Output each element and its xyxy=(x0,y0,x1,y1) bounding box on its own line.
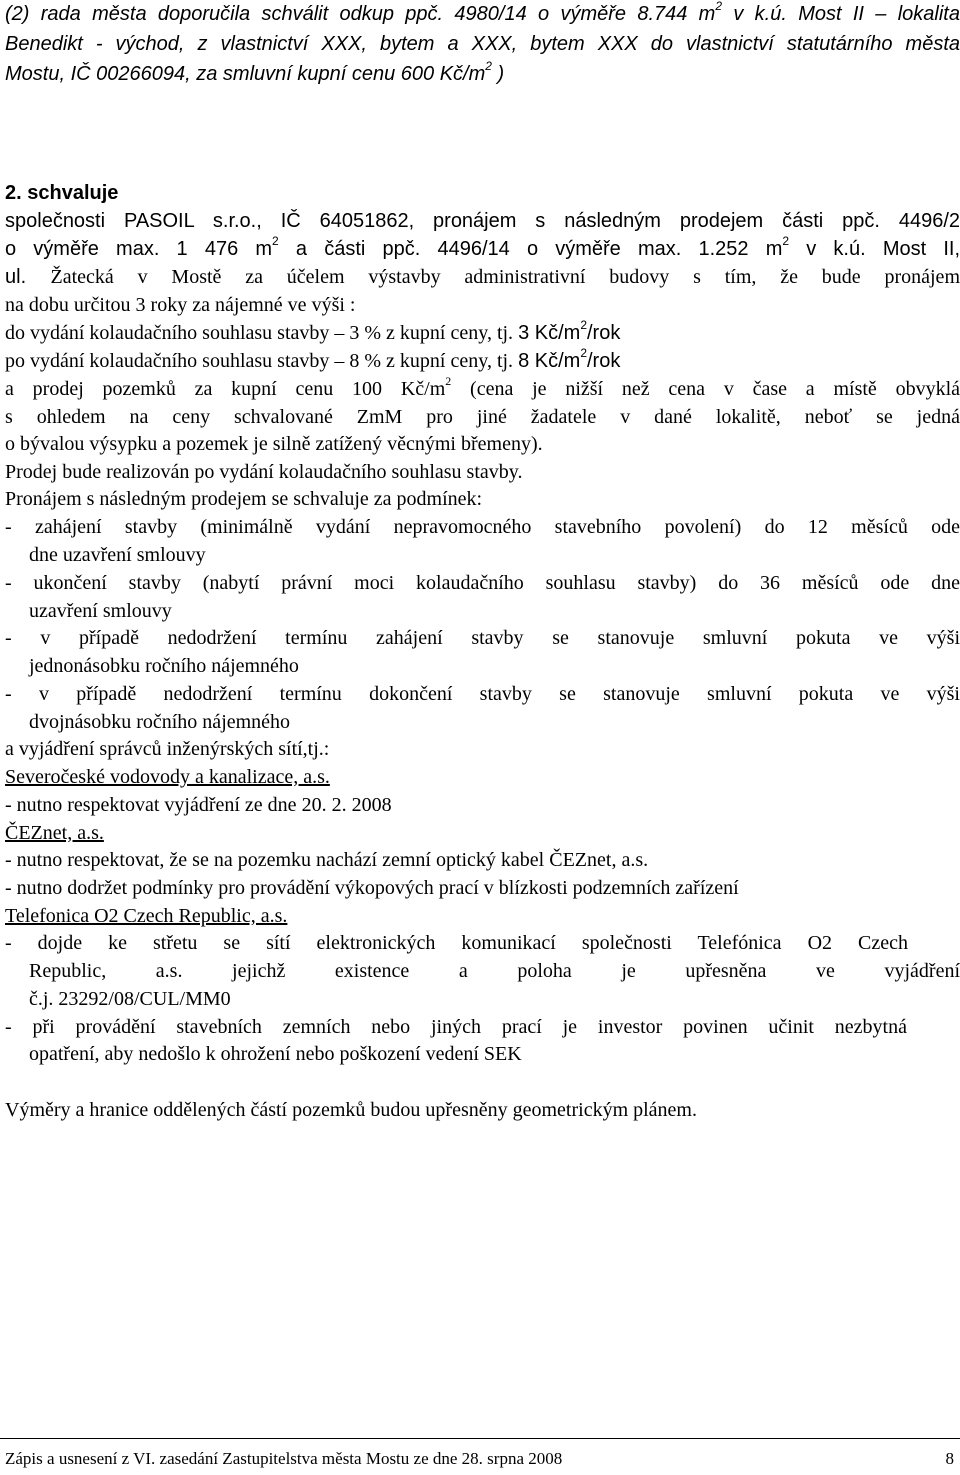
text-span: /rok xyxy=(587,350,621,372)
text-span: ul. xyxy=(5,266,51,288)
closing-paragraph: Výměry a hranice oddělených částí pozemků budou upřesněny geometrickým plánem. xyxy=(5,1099,697,1121)
provider-note: - dojde ke střetu se sítí elektronických komunikací společnosti Telefónica O2 Czech xyxy=(5,932,908,954)
paragraph-line xyxy=(5,374,960,401)
condition-item-cont: dvojnásobku ročního nájemného xyxy=(29,711,291,733)
intro-text: ) xyxy=(491,63,505,85)
section-heading: 2. schvaluje xyxy=(5,182,119,204)
intro-line-3 xyxy=(5,59,505,86)
intro-text: v k.ú. Most II – lokalita xyxy=(722,3,960,25)
paragraph-line: o bývalou výsypku a pozemek je silně zatížený věcnými břemeny). xyxy=(5,433,543,455)
intro-line-1 xyxy=(5,2,960,26)
condition-item-cont: jednonásobku ročního nájemného xyxy=(29,655,299,677)
text-span: o výměře max. 1 476 m xyxy=(5,238,273,260)
provider-note: - nutno dodržet podmínky pro provádění výkopových prací v blízkosti podzemních zařízení xyxy=(5,877,739,899)
text-span: po vydání kolaudačního souhlasu stavby – 8 % z kupní ceny, tj. xyxy=(5,350,519,372)
text-span: /rok xyxy=(587,322,621,344)
text-span: 3 Kč/m xyxy=(518,322,581,344)
text-span: a části ppč. 4496/14 o výměře max. 1.252 m xyxy=(278,238,783,260)
paragraph-line xyxy=(5,234,960,261)
provider-note: - nutno respektovat vyjádření ze dne 20. 2. 2008 xyxy=(5,794,392,816)
provider-note-cont: č.j. 23292/08/CUL/MM0 xyxy=(29,988,231,1010)
footer-text: Zápis a usnesení z VI. zasedání Zastupitelstva města Mostu ze dne 28. srpna 2008 xyxy=(5,1449,563,1468)
intro-text: Mostu, IČ 00266094, za smluvní kupní cenu 600 Kč/m xyxy=(5,63,486,85)
condition-item-cont: dne uzavření smlouvy xyxy=(29,544,206,566)
condition-item: - zahájení stavby (minimálně vydání nepravomocného stavebního povolení) do 12 měsíců ode xyxy=(5,516,960,538)
condition-item: - v případě nedodržení termínu dokončení stavby se stanovuje smluvní pokuta ve výši xyxy=(5,683,960,705)
provider-note: - při provádění stavebních zemních nebo jiných prací je investor povinen učinit nezbytná xyxy=(5,1016,907,1038)
provider-name: Telefonica O2 Czech Republic, a.s. xyxy=(5,905,288,927)
condition-item-cont: uzavření smlouvy xyxy=(29,600,172,622)
page-number: 8 xyxy=(945,1449,954,1468)
superscript: 2 xyxy=(782,234,790,249)
text-span: 8 Kč/m xyxy=(518,350,581,372)
superscript: 2 xyxy=(272,234,279,249)
paragraph-line: na dobu určitou 3 roky za nájemné ve výši : xyxy=(5,294,356,316)
footer-divider xyxy=(0,1438,960,1439)
provider-name: ČEZnet, a.s. xyxy=(5,822,104,844)
paragraph-line xyxy=(5,346,621,373)
superscript: 2 xyxy=(485,59,492,74)
provider-note-cont: Republic, a.s. jejichž existence a poloha je upřesněna ve vyjádření xyxy=(29,960,960,982)
paragraph-line xyxy=(5,318,621,345)
provider-name: Severočeské vodovody a kanalizace, a.s. xyxy=(5,766,330,788)
superscript: 2 xyxy=(715,0,723,14)
paragraph-line: a vyjádření správců inženýrských sítí,tj.: xyxy=(5,738,330,760)
text-span: do vydání kolaudačního souhlasu stavby – 3 % z kupní ceny, tj. xyxy=(5,322,519,344)
provider-note-cont: opatření, aby nedošlo k ohrožení nebo poškození vedení SEK xyxy=(29,1043,522,1065)
paragraph-line: společnosti PASOIL s.r.o., IČ 64051862, pronájem s následným prodejem části ppč. 4496/2 xyxy=(5,210,960,232)
provider-note: - nutno respektovat, že se na pozemku nachází zemní optický kabel ČEZnet, a.s. xyxy=(5,849,649,871)
intro-line-2: Benedikt - východ, z vlastnictví XXX, bytem a XXX, bytem XXX do vlastnictví statutárního města xyxy=(5,33,960,55)
superscript: 2 xyxy=(580,346,587,361)
superscript: 2 xyxy=(445,374,452,389)
intro-text: (2) rada města doporučila schválit odkup ppč. 4980/14 o výměře 8.744 m xyxy=(5,3,716,25)
condition-item: - v případě nedodržení termínu zahájení stavby se stanovuje smluvní pokuta ve výši xyxy=(5,627,960,649)
paragraph-line: Prodej bude realizován po vydání kolaudačního souhlasu stavby. xyxy=(5,461,523,483)
text-span: Žatecká v Mostě za účelem výstavby administrativní budovy s tím, že bude pronájem xyxy=(50,266,960,288)
superscript: 2 xyxy=(580,318,587,333)
paragraph-line: Pronájem s následným prodejem se schvaluje za podmínek: xyxy=(5,488,483,510)
condition-item: - ukončení stavby (nabytí právní moci kolaudačního souhlasu stavby) do 36 měsíců ode dne xyxy=(5,572,960,594)
text-span: (cena je nižší než cena v čase a místě obvyklá xyxy=(451,378,960,400)
text-span: v k.ú. Most II, xyxy=(789,238,960,260)
paragraph-line xyxy=(5,265,960,289)
paragraph-line: s ohledem na ceny schvalované ZmM pro jiné žadatele v dané lokalitě, neboť se jedná xyxy=(5,406,960,428)
text-span: a prodej pozemků za kupní cenu 100 Kč/m xyxy=(5,378,446,400)
